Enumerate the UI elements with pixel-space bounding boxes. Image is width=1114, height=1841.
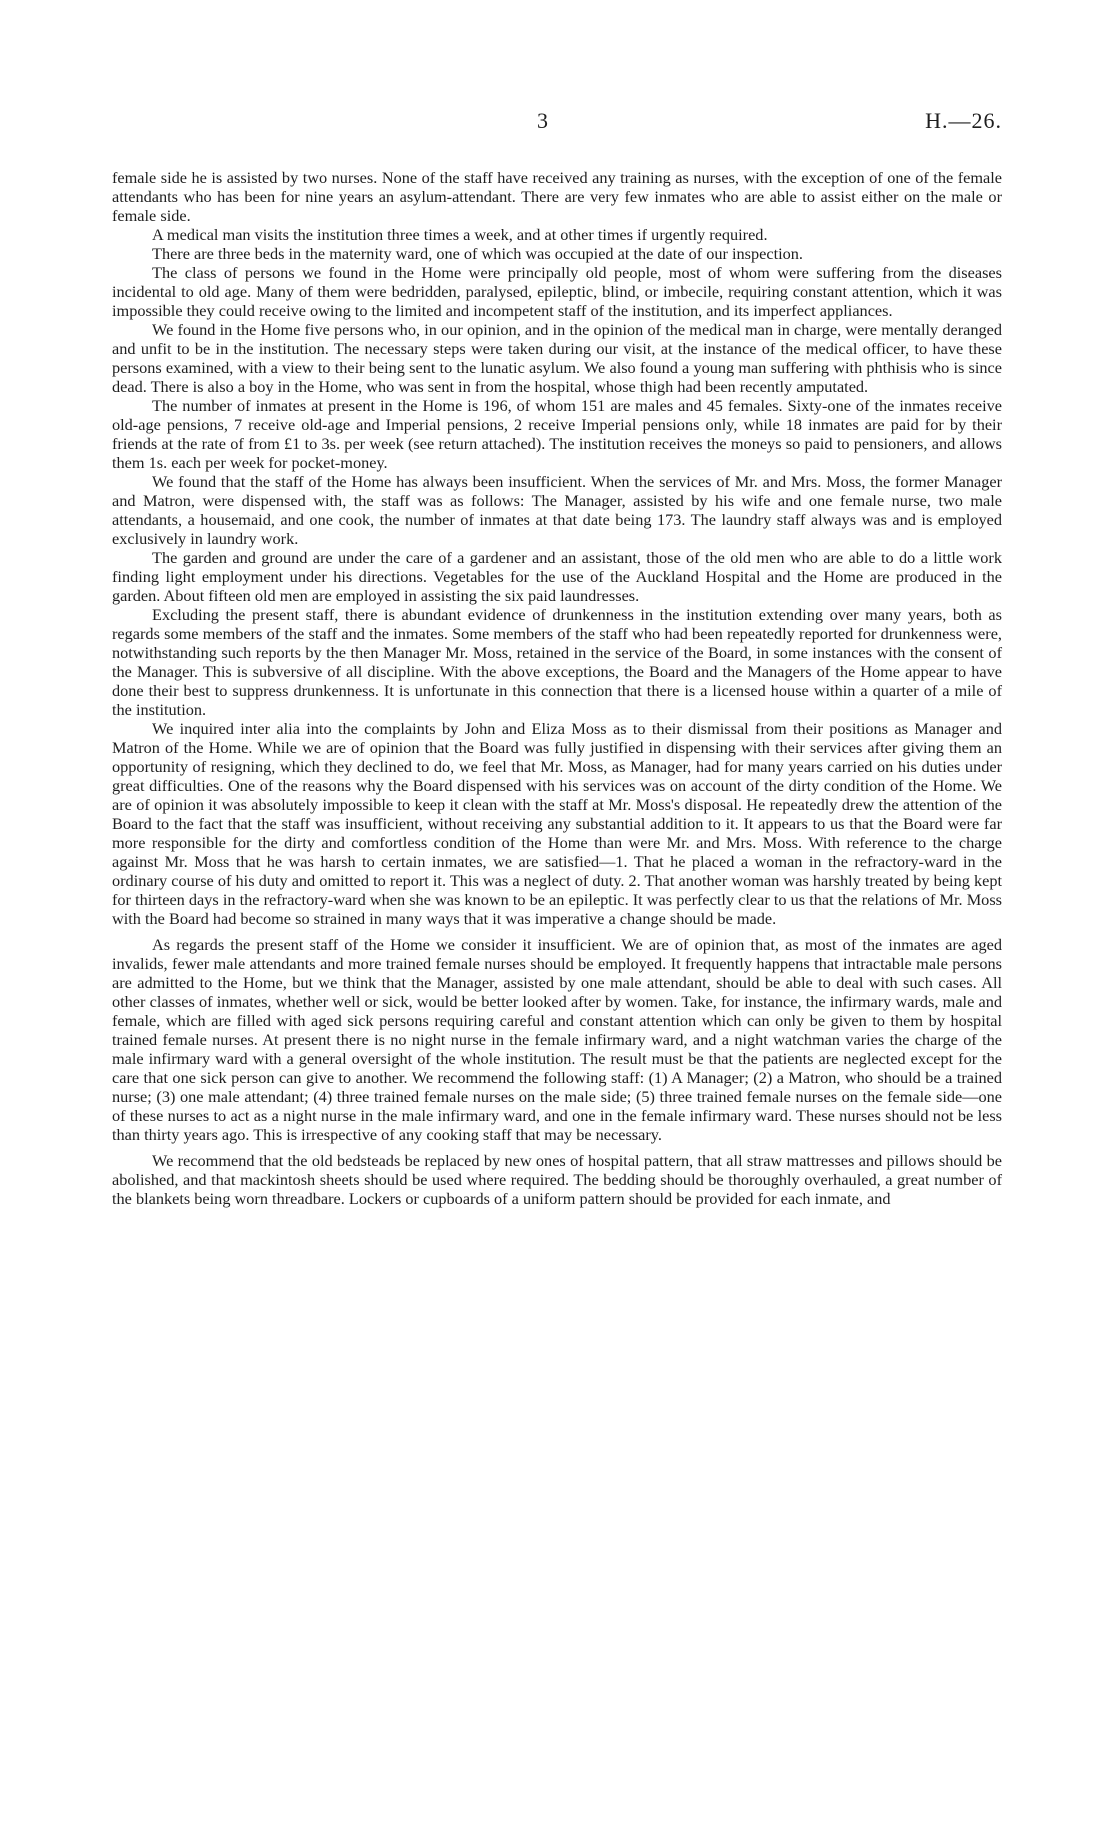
paragraph-medical-visits: A medical man visits the institution three times a week, and at other times if urgently required. xyxy=(152,225,768,244)
paragraph-moss-complaints: We inquired inter alia into the complaints by John and Eliza Moss as to their dismissal from their positions as Manager and Matron of the Home. While we are of opinion that the Board was fully justified in dispensing with their services after giving them an opportunity of resigning, which they declined to do, we feel that Mr. Moss, as Manager, had for many years carried on his duties under great difficulties. One of the reasons why the Board dispensed with his services was on account of the dirty condition of the Home. We are of opinion it was absolutely impossible to keep it clean with the staff at Mr. Moss's disposal. He repeatedly drew the attention of the Board to the fact that the staff was insufficient, without receiving any substantial addition to it. It appears to us that the Board were far more responsible for the dirty and comfortless condition of the Home than were Mr. and Mrs. Moss. With reference to the charge against Mr. Moss that he was harsh to certain inmates, we are satisfied—1. That he placed a woman in the refractory-ward in the ordinary course of his duty and omitted to report it. This was a neglect of duty. 2. That another woman was harshly treated by being kept for thirteen days in the refractory-ward when she was known to be an epileptic. It was perfectly clear to us that the relations of Mr. Moss with the Board had become so strained in many ways that it was imperative a change should be made. xyxy=(112,719,1002,928)
page-header xyxy=(112,108,1002,140)
paragraph-garden: The garden and ground are under the care of a gardener and an assistant, those of the old men who are able to do a little work finding light employment under his directions. Vegetables for the use of the Auckland Hospital and the Home are produced in the garden. About fifteen old men are employed in assisting the six paid laundresses. xyxy=(112,548,1002,605)
page-number: 3 xyxy=(537,108,548,133)
document-reference: H.—26. xyxy=(925,108,1002,133)
paragraph-maternity-ward: There are three beds in the maternity ward, one of which was occupied at the date of our inspection. xyxy=(152,244,804,263)
report-body xyxy=(112,168,1002,1208)
paragraph-staff-insufficient: We found that the staff of the Home has always been insufficient. When the services of Mr. and Mrs. Moss, the former Manager and Matron, were dispensed with, the staff was as follows: The Manager, assisted by his wife and one female nurse, two male attendants, a housemaid, and one cook, the number of inmates at that date being 173. The laundry staff always was and is employed exclusively in laundry work. xyxy=(112,472,1002,548)
paragraph-deranged-persons: We found in the Home five persons who, in our opinion, and in the opinion of the medical man in charge, were mentally deranged and unfit to be in the institution. The necessary steps were taken during our visit, at the instance of the medical officer, to have these persons examined, with a view to their being sent to the lunatic asylum. We also found a young man suffering with phthisis who is since dead. There is also a boy in the Home, who was sent in from the hospital, whose thigh had been recently amputated. xyxy=(112,320,1002,396)
paragraph-inmate-numbers: The number of inmates at present in the Home is 196, of whom 151 are males and 45 females. Sixty-one of the inmates receive old-age pensions, 7 receive old-age and Imperial pensions, 2 receive Imperial pensions only, while 18 inmates are paid for by their friends at the rate of from £1 to 3s. per week (see return attached). The institution receives the moneys so paid to pensioners, and allows them 1s. each per week for pocket-money. xyxy=(112,396,1002,472)
paragraph-continued: female side he is assisted by two nurses. None of the staff have received any training as nurses, with the exception of one of the female attendants who has been for nine years an asylum-attendant. There are very few inmates who are able to assist either on the male or female side. xyxy=(112,168,1002,225)
paragraph-present-staff: As regards the present staff of the Home we consider it insufficient. We are of opinion that, as most of the inmates are aged invalids, fewer male attendants and more trained female nurses should be employed. It frequently happens that intractable male persons are admitted to the Home, but we think that the Manager, assisted by one male attendant, should be able to deal with such cases. All other classes of inmates, whether well or sick, would be better looked after by women. Take, for instance, the infirmary wards, male and female, which are filled with aged sick persons requiring careful and constant attention which can only be given to them by hospital trained female nurses. At present there is no night nurse in the female infirmary ward, and a night watchman varies the charge of the male infirmary ward with a general oversight of the whole institution. The result must be that the patients are neglected except for the care that one sick person can give to another. We recommend the following staff: (1) A Manager; (2) a Matron, who should be a trained nurse; (3) one male attendant; (4) three trained female nurses on the male side; (5) three trained female nurses on the female side—one of these nurses to act as a night nurse in the male infirmary ward, and one in the female infirmary ward. These nurses should not be less than thirty years ago. This is irrespective of any cooking staff that may be necessary. xyxy=(112,935,1002,1144)
paragraph-class-of-persons: The class of persons we found in the Home were principally old people, most of whom were suffering from the diseases incidental to old age. Many of them were bedridden, paralysed, epileptic, blind, or imbecile, requiring constant attention, which it was impossible they could receive owing to the limited and incompetent staff of the institution, and its imperfect appliances. xyxy=(112,263,1002,320)
paragraph-bedsteads: We recommend that the old bedsteads be replaced by new ones of hospital pattern, that all straw mattresses and pillows should be abolished, and that mackintosh sheets should be used where required. The bedding should be thoroughly overhauled, a great number of the blankets being worn threadbare. Lockers or cupboards of a uniform pattern should be provided for each inmate, and xyxy=(112,1151,1002,1208)
paragraph-drunkenness: Excluding the present staff, there is abundant evidence of drunkenness in the institution extending over many years, both as regards some members of the staff and the inmates. Some members of the staff who had been repeatedly reported for drunkenness were, notwithstanding such reports by the then Manager Mr. Moss, retained in the service of the Board, in some instances with the consent of the Manager. This is subversive of all discipline. With the above exceptions, the Board and the Managers of the Home appear to have done their best to suppress drunkenness. It is unfortunate in this connection that there is a licensed house within a quarter of a mile of the institution. xyxy=(112,605,1002,719)
